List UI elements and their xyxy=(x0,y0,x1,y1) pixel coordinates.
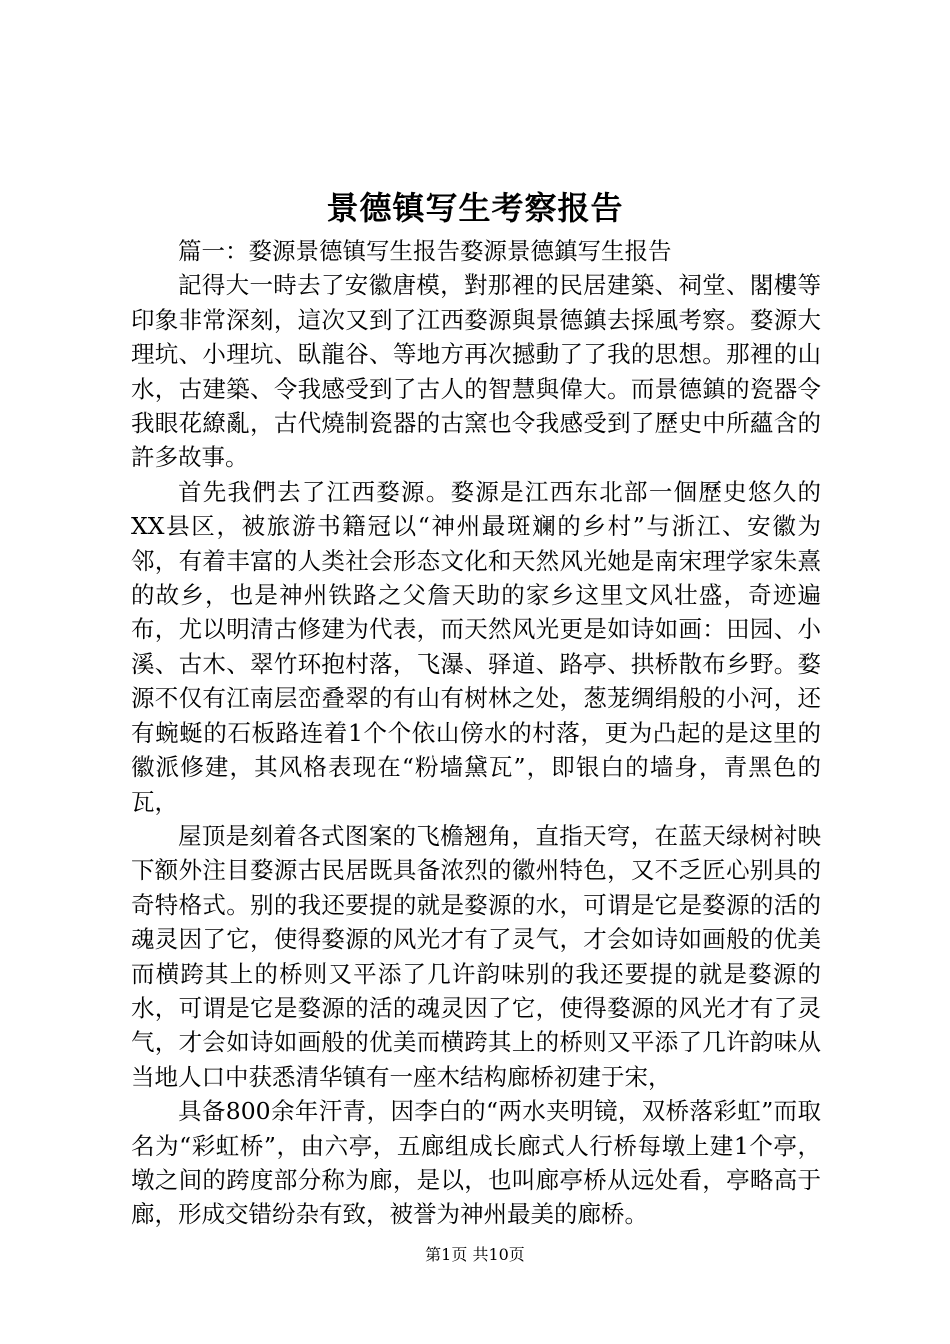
document-title: 景德镇写生考察报告 xyxy=(326,189,624,227)
paragraph: 首先我們去了江西婺源。婺源是江西东北部一個歷史悠久的XX县区，被旅游书籍冠以“神州最斑斓的乡村”与浙江、安徽为邻，有着丰富的人类社会形态文化和天然风光她是南宋理学家朱熹的故乡，也是神州铁路之父詹天助的家乡这里文风壮盛，奇迹遍布，尤以明清古修建为代表，而天然风光更是如诗如画：田园、小溪、古木、翠竹环抱村落，飞瀑、驿道、路亭、拱桥散布乡野。婺源不仅有江南层峦叠翠的有山有树林之处，葱茏绸绢般的小河，还有蜿蜒的石板路连着1个个依山傍水的村落，更为凸起的是这里的徽派修建，其风格表现在“粉墙黛瓦”，即银白的墙身，青黑色的瓦， xyxy=(131,477,821,816)
paragraph: 屋顶是刻着各式图案的飞檐翘角，直指天穹，在蓝天绿树衬映下额外注目婺源古民居既具备浓烈的徽州特色，又不乏匠心别具的奇特格式。别的我还要提的就是婺源的水，可谓是它是婺源的活的魂灵因了它，使得婺源的风光才有了灵气，才会如诗如画般的优美而横跨其上的桥则又平添了几许韵味别的我还要提的就是婺源的水，可谓是它是婺源的活的魂灵因了它，使得婺源的风光才有了灵气，才会如诗如画般的优美而横跨其上的桥则又平添了几许韵味从当地人口中获悉清华镇有一座木结构廊桥初建于宋， xyxy=(131,821,821,1091)
document-body xyxy=(131,234,821,1232)
paragraph: 記得大一時去了安徽唐模，對那裡的民居建築、祠堂、閣樓等印象非常深刻，這次又到了江西婺源與景德鎮去採風考察。婺源大理坑、小理坑、臥龍谷、等地方再次撼動了了我的思想。那裡的山水，古建築、令我感受到了古人的智慧與偉大。而景德鎮的瓷器令我眼花繚亂，古代燒制瓷器的古窯也令我感受到了歷史中所蘊含的許多故事。 xyxy=(131,271,821,472)
paragraph: 篇一：婺源景德镇写生报告婺源景德鎮写生报告 xyxy=(178,237,672,265)
paragraph: 具备800余年汗青，因李白的“两水夹明镜，双桥落彩虹”而取名为“彩虹桥”，由六亭，五廊组成长廊式人行桥每墩上建1个亭，墩之间的跨度部分称为廊，是以，也叫廊亭桥从远处看，亭略高于廊，形成交错纷杂有致，被誉为神州最美的廊桥。 xyxy=(131,1097,821,1229)
page-footer: 第1页 共10页 xyxy=(425,1245,525,1264)
